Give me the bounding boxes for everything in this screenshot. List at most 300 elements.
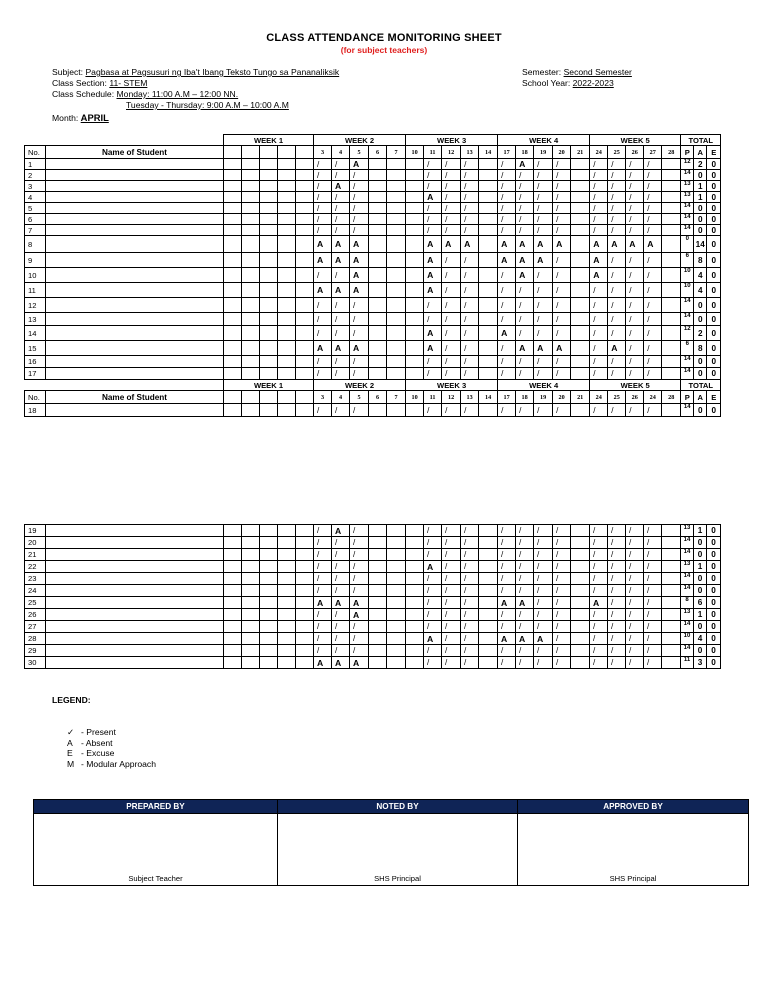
attendance-cell[interactable]	[662, 368, 681, 380]
attendance-cell[interactable]: /	[442, 549, 461, 561]
attendance-cell[interactable]: /	[516, 368, 534, 380]
attendance-cell[interactable]: A	[534, 236, 553, 253]
attendance-cell[interactable]: A	[608, 341, 626, 356]
attendance-cell[interactable]: /	[534, 159, 553, 170]
attendance-cell[interactable]: /	[461, 225, 479, 236]
attendance-cell[interactable]: /	[626, 573, 644, 585]
attendance-cell[interactable]	[260, 368, 278, 380]
attendance-cell[interactable]	[278, 283, 296, 298]
attendance-cell[interactable]	[296, 236, 314, 253]
attendance-cell[interactable]	[224, 236, 242, 253]
attendance-cell[interactable]	[479, 170, 498, 181]
attendance-cell[interactable]	[369, 537, 387, 549]
attendance-cell[interactable]	[479, 368, 498, 380]
attendance-cell[interactable]: /	[534, 525, 553, 537]
attendance-cell[interactable]	[571, 283, 590, 298]
attendance-cell[interactable]: /	[534, 356, 553, 368]
attendance-cell[interactable]	[406, 525, 424, 537]
attendance-cell[interactable]: /	[350, 585, 369, 597]
student-name-cell[interactable]	[46, 356, 224, 368]
attendance-cell[interactable]	[571, 537, 590, 549]
attendance-cell[interactable]	[296, 645, 314, 657]
attendance-cell[interactable]	[278, 313, 296, 326]
attendance-cell[interactable]	[260, 268, 278, 283]
attendance-cell[interactable]	[387, 159, 406, 170]
attendance-cell[interactable]: /	[590, 181, 608, 192]
attendance-cell[interactable]: /	[424, 298, 442, 313]
attendance-cell[interactable]	[369, 170, 387, 181]
attendance-cell[interactable]	[242, 203, 260, 214]
attendance-cell[interactable]: /	[498, 621, 516, 633]
attendance-cell[interactable]: /	[332, 268, 350, 283]
student-name-cell[interactable]	[46, 313, 224, 326]
attendance-cell[interactable]	[571, 326, 590, 341]
attendance-cell[interactable]: /	[332, 621, 350, 633]
attendance-cell[interactable]	[662, 404, 681, 417]
attendance-cell[interactable]	[479, 549, 498, 561]
attendance-cell[interactable]: /	[608, 253, 626, 268]
student-name-cell[interactable]	[46, 181, 224, 192]
attendance-cell[interactable]: /	[608, 597, 626, 609]
attendance-cell[interactable]	[479, 404, 498, 417]
attendance-cell[interactable]	[369, 645, 387, 657]
attendance-cell[interactable]: /	[461, 181, 479, 192]
attendance-cell[interactable]: A	[590, 236, 608, 253]
attendance-cell[interactable]	[296, 313, 314, 326]
attendance-cell[interactable]: /	[498, 283, 516, 298]
attendance-cell[interactable]	[296, 253, 314, 268]
attendance-cell[interactable]	[369, 225, 387, 236]
attendance-cell[interactable]: /	[534, 368, 553, 380]
attendance-cell[interactable]	[662, 645, 681, 657]
attendance-cell[interactable]: A	[498, 326, 516, 341]
attendance-cell[interactable]: /	[516, 573, 534, 585]
attendance-cell[interactable]	[296, 537, 314, 549]
attendance-cell[interactable]	[571, 356, 590, 368]
attendance-cell[interactable]: /	[644, 549, 662, 561]
attendance-cell[interactable]	[260, 298, 278, 313]
attendance-cell[interactable]: A	[350, 283, 369, 298]
attendance-cell[interactable]: /	[442, 181, 461, 192]
attendance-cell[interactable]	[278, 561, 296, 573]
attendance-cell[interactable]: /	[332, 549, 350, 561]
attendance-cell[interactable]	[387, 356, 406, 368]
attendance-cell[interactable]: /	[608, 170, 626, 181]
attendance-cell[interactable]: /	[534, 170, 553, 181]
attendance-cell[interactable]	[406, 404, 424, 417]
attendance-cell[interactable]: /	[644, 253, 662, 268]
attendance-cell[interactable]: /	[461, 298, 479, 313]
attendance-cell[interactable]	[278, 525, 296, 537]
attendance-cell[interactable]	[224, 368, 242, 380]
attendance-cell[interactable]: /	[626, 609, 644, 621]
attendance-cell[interactable]: /	[608, 283, 626, 298]
attendance-cell[interactable]	[571, 368, 590, 380]
attendance-cell[interactable]: /	[350, 225, 369, 236]
attendance-cell[interactable]: /	[626, 298, 644, 313]
attendance-cell[interactable]: /	[424, 597, 442, 609]
attendance-cell[interactable]	[387, 341, 406, 356]
attendance-cell[interactable]	[242, 404, 260, 417]
attendance-cell[interactable]: /	[626, 561, 644, 573]
attendance-cell[interactable]: /	[350, 573, 369, 585]
attendance-cell[interactable]	[224, 404, 242, 417]
attendance-cell[interactable]: /	[590, 203, 608, 214]
attendance-cell[interactable]: /	[461, 253, 479, 268]
attendance-cell[interactable]: /	[498, 585, 516, 597]
attendance-cell[interactable]: /	[498, 268, 516, 283]
attendance-cell[interactable]: /	[498, 225, 516, 236]
attendance-cell[interactable]	[278, 341, 296, 356]
attendance-cell[interactable]: /	[608, 368, 626, 380]
attendance-cell[interactable]	[662, 525, 681, 537]
attendance-cell[interactable]	[662, 537, 681, 549]
attendance-cell[interactable]: A	[424, 561, 442, 573]
attendance-cell[interactable]: /	[534, 645, 553, 657]
attendance-cell[interactable]: /	[516, 561, 534, 573]
attendance-cell[interactable]: A	[314, 283, 332, 298]
noted-by-signature-box[interactable]	[278, 814, 518, 886]
attendance-cell[interactable]: A	[314, 597, 332, 609]
attendance-cell[interactable]	[296, 609, 314, 621]
attendance-cell[interactable]: A	[424, 633, 442, 645]
attendance-cell[interactable]: /	[534, 268, 553, 283]
attendance-cell[interactable]: /	[608, 203, 626, 214]
attendance-cell[interactable]	[369, 283, 387, 298]
attendance-cell[interactable]	[369, 657, 387, 669]
attendance-cell[interactable]: /	[461, 313, 479, 326]
attendance-cell[interactable]	[278, 657, 296, 669]
attendance-cell[interactable]: /	[534, 181, 553, 192]
attendance-cell[interactable]	[278, 573, 296, 585]
attendance-cell[interactable]: /	[644, 192, 662, 203]
attendance-cell[interactable]	[479, 573, 498, 585]
attendance-cell[interactable]: /	[644, 170, 662, 181]
attendance-cell[interactable]	[224, 341, 242, 356]
attendance-cell[interactable]: /	[553, 326, 571, 341]
attendance-cell[interactable]	[278, 236, 296, 253]
attendance-cell[interactable]: /	[534, 203, 553, 214]
attendance-cell[interactable]: A	[314, 341, 332, 356]
student-name-cell[interactable]	[46, 192, 224, 203]
attendance-cell[interactable]: /	[442, 585, 461, 597]
attendance-cell[interactable]	[242, 537, 260, 549]
student-name-cell[interactable]	[46, 645, 224, 657]
attendance-cell[interactable]: /	[461, 573, 479, 585]
attendance-cell[interactable]	[406, 585, 424, 597]
attendance-cell[interactable]	[406, 561, 424, 573]
student-name-cell[interactable]	[46, 549, 224, 561]
attendance-cell[interactable]: /	[350, 645, 369, 657]
attendance-cell[interactable]	[662, 253, 681, 268]
attendance-cell[interactable]: /	[590, 356, 608, 368]
attendance-cell[interactable]: A	[498, 236, 516, 253]
attendance-cell[interactable]: /	[644, 645, 662, 657]
attendance-cell[interactable]	[242, 549, 260, 561]
attendance-cell[interactable]: A	[534, 633, 553, 645]
attendance-cell[interactable]	[387, 192, 406, 203]
attendance-cell[interactable]: /	[332, 645, 350, 657]
attendance-cell[interactable]	[479, 326, 498, 341]
attendance-cell[interactable]: A	[516, 341, 534, 356]
attendance-cell[interactable]: /	[516, 356, 534, 368]
attendance-cell[interactable]: /	[644, 609, 662, 621]
attendance-cell[interactable]: A	[516, 597, 534, 609]
attendance-cell[interactable]	[406, 633, 424, 645]
attendance-cell[interactable]	[242, 253, 260, 268]
attendance-cell[interactable]	[278, 326, 296, 341]
attendance-cell[interactable]: /	[350, 170, 369, 181]
attendance-cell[interactable]	[662, 159, 681, 170]
attendance-cell[interactable]: /	[350, 214, 369, 225]
attendance-cell[interactable]	[406, 326, 424, 341]
attendance-cell[interactable]: /	[332, 404, 350, 417]
attendance-cell[interactable]	[224, 573, 242, 585]
attendance-cell[interactable]	[406, 609, 424, 621]
attendance-cell[interactable]: A	[498, 597, 516, 609]
attendance-cell[interactable]	[571, 585, 590, 597]
attendance-cell[interactable]	[242, 181, 260, 192]
attendance-cell[interactable]: /	[590, 657, 608, 669]
attendance-cell[interactable]: /	[498, 298, 516, 313]
student-name-cell[interactable]	[46, 525, 224, 537]
attendance-cell[interactable]	[406, 341, 424, 356]
attendance-cell[interactable]	[387, 283, 406, 298]
attendance-cell[interactable]: /	[442, 633, 461, 645]
attendance-cell[interactable]: A	[498, 253, 516, 268]
attendance-cell[interactable]	[479, 609, 498, 621]
attendance-cell[interactable]: A	[424, 341, 442, 356]
attendance-cell[interactable]: /	[461, 645, 479, 657]
attendance-cell[interactable]	[369, 621, 387, 633]
attendance-cell[interactable]	[260, 525, 278, 537]
attendance-cell[interactable]: /	[590, 214, 608, 225]
attendance-cell[interactable]: /	[590, 609, 608, 621]
attendance-cell[interactable]	[242, 621, 260, 633]
attendance-cell[interactable]: /	[644, 657, 662, 669]
attendance-cell[interactable]	[296, 326, 314, 341]
attendance-cell[interactable]: A	[424, 268, 442, 283]
attendance-cell[interactable]	[296, 561, 314, 573]
attendance-cell[interactable]	[260, 645, 278, 657]
attendance-cell[interactable]: /	[498, 657, 516, 669]
attendance-cell[interactable]: /	[332, 298, 350, 313]
attendance-cell[interactable]	[387, 585, 406, 597]
attendance-cell[interactable]: /	[590, 225, 608, 236]
attendance-cell[interactable]: /	[461, 326, 479, 341]
attendance-cell[interactable]: /	[442, 597, 461, 609]
attendance-cell[interactable]: /	[498, 609, 516, 621]
attendance-cell[interactable]: /	[553, 203, 571, 214]
attendance-cell[interactable]	[224, 585, 242, 597]
attendance-cell[interactable]: A	[516, 633, 534, 645]
attendance-cell[interactable]: A	[424, 253, 442, 268]
attendance-cell[interactable]: /	[332, 214, 350, 225]
approved-by-signature-box[interactable]	[518, 814, 749, 886]
attendance-cell[interactable]	[224, 268, 242, 283]
attendance-cell[interactable]	[387, 573, 406, 585]
attendance-cell[interactable]: /	[608, 621, 626, 633]
attendance-cell[interactable]	[571, 609, 590, 621]
attendance-cell[interactable]: /	[608, 214, 626, 225]
attendance-cell[interactable]	[224, 214, 242, 225]
attendance-cell[interactable]	[662, 214, 681, 225]
attendance-cell[interactable]: /	[332, 368, 350, 380]
attendance-cell[interactable]	[242, 561, 260, 573]
attendance-cell[interactable]	[224, 298, 242, 313]
attendance-cell[interactable]	[224, 633, 242, 645]
attendance-cell[interactable]	[260, 159, 278, 170]
attendance-cell[interactable]: /	[424, 621, 442, 633]
attendance-cell[interactable]: /	[626, 645, 644, 657]
attendance-cell[interactable]	[260, 585, 278, 597]
attendance-cell[interactable]: /	[590, 573, 608, 585]
attendance-cell[interactable]	[406, 253, 424, 268]
student-name-cell[interactable]	[46, 573, 224, 585]
attendance-cell[interactable]	[224, 159, 242, 170]
student-name-cell[interactable]	[46, 236, 224, 253]
attendance-cell[interactable]	[571, 549, 590, 561]
attendance-cell[interactable]: /	[553, 253, 571, 268]
attendance-cell[interactable]	[479, 181, 498, 192]
attendance-cell[interactable]	[387, 236, 406, 253]
attendance-cell[interactable]	[242, 525, 260, 537]
attendance-cell[interactable]	[387, 561, 406, 573]
attendance-cell[interactable]	[406, 573, 424, 585]
student-name-cell[interactable]	[46, 657, 224, 669]
attendance-cell[interactable]	[278, 356, 296, 368]
attendance-cell[interactable]: /	[553, 585, 571, 597]
attendance-cell[interactable]	[242, 585, 260, 597]
attendance-cell[interactable]	[406, 356, 424, 368]
attendance-cell[interactable]: /	[608, 525, 626, 537]
attendance-cell[interactable]	[387, 214, 406, 225]
attendance-cell[interactable]: /	[534, 549, 553, 561]
attendance-cell[interactable]	[571, 298, 590, 313]
attendance-cell[interactable]: /	[442, 525, 461, 537]
attendance-cell[interactable]	[224, 597, 242, 609]
attendance-cell[interactable]: /	[626, 633, 644, 645]
attendance-cell[interactable]	[479, 283, 498, 298]
attendance-cell[interactable]: /	[626, 404, 644, 417]
attendance-cell[interactable]: /	[332, 537, 350, 549]
attendance-cell[interactable]: /	[553, 404, 571, 417]
attendance-cell[interactable]: /	[626, 214, 644, 225]
attendance-cell[interactable]: /	[553, 597, 571, 609]
attendance-cell[interactable]: /	[424, 356, 442, 368]
attendance-cell[interactable]: /	[553, 609, 571, 621]
attendance-cell[interactable]: /	[424, 573, 442, 585]
attendance-cell[interactable]	[479, 537, 498, 549]
attendance-cell[interactable]	[242, 341, 260, 356]
attendance-cell[interactable]	[406, 268, 424, 283]
attendance-cell[interactable]: /	[590, 192, 608, 203]
attendance-cell[interactable]	[479, 236, 498, 253]
attendance-cell[interactable]: /	[314, 356, 332, 368]
attendance-cell[interactable]: /	[461, 283, 479, 298]
attendance-cell[interactable]	[369, 561, 387, 573]
attendance-cell[interactable]: /	[644, 633, 662, 645]
attendance-cell[interactable]: /	[590, 170, 608, 181]
attendance-cell[interactable]	[242, 236, 260, 253]
attendance-cell[interactable]: /	[442, 170, 461, 181]
attendance-cell[interactable]: /	[534, 192, 553, 203]
attendance-cell[interactable]: /	[424, 585, 442, 597]
attendance-cell[interactable]: /	[516, 621, 534, 633]
attendance-cell[interactable]	[479, 645, 498, 657]
attendance-cell[interactable]: /	[516, 537, 534, 549]
attendance-cell[interactable]	[260, 609, 278, 621]
attendance-cell[interactable]	[296, 573, 314, 585]
attendance-cell[interactable]	[369, 214, 387, 225]
attendance-cell[interactable]: A	[516, 236, 534, 253]
attendance-cell[interactable]: /	[461, 214, 479, 225]
attendance-cell[interactable]	[479, 298, 498, 313]
attendance-cell[interactable]	[571, 633, 590, 645]
attendance-cell[interactable]: /	[314, 192, 332, 203]
attendance-cell[interactable]: /	[626, 368, 644, 380]
attendance-cell[interactable]	[406, 313, 424, 326]
attendance-cell[interactable]: /	[626, 341, 644, 356]
attendance-cell[interactable]	[571, 170, 590, 181]
attendance-cell[interactable]	[571, 621, 590, 633]
attendance-cell[interactable]	[571, 657, 590, 669]
attendance-cell[interactable]	[278, 621, 296, 633]
attendance-cell[interactable]	[260, 633, 278, 645]
attendance-cell[interactable]	[369, 597, 387, 609]
attendance-cell[interactable]	[242, 633, 260, 645]
attendance-cell[interactable]: /	[553, 268, 571, 283]
attendance-cell[interactable]: A	[332, 283, 350, 298]
attendance-cell[interactable]: /	[314, 609, 332, 621]
attendance-cell[interactable]	[296, 356, 314, 368]
attendance-cell[interactable]: /	[314, 159, 332, 170]
attendance-cell[interactable]: /	[626, 181, 644, 192]
attendance-cell[interactable]	[369, 404, 387, 417]
attendance-cell[interactable]: /	[516, 404, 534, 417]
attendance-cell[interactable]	[224, 283, 242, 298]
attendance-cell[interactable]: /	[553, 645, 571, 657]
student-name-cell[interactable]	[46, 214, 224, 225]
attendance-cell[interactable]: A	[332, 236, 350, 253]
attendance-cell[interactable]: /	[350, 203, 369, 214]
attendance-cell[interactable]	[260, 404, 278, 417]
attendance-cell[interactable]: /	[461, 609, 479, 621]
attendance-cell[interactable]: A	[332, 253, 350, 268]
attendance-cell[interactable]: /	[534, 597, 553, 609]
attendance-cell[interactable]: /	[424, 368, 442, 380]
attendance-cell[interactable]	[278, 609, 296, 621]
attendance-cell[interactable]	[369, 203, 387, 214]
attendance-cell[interactable]	[406, 549, 424, 561]
attendance-cell[interactable]	[369, 525, 387, 537]
attendance-cell[interactable]: /	[461, 341, 479, 356]
attendance-cell[interactable]: /	[608, 645, 626, 657]
attendance-cell[interactable]: A	[626, 236, 644, 253]
attendance-cell[interactable]	[406, 283, 424, 298]
attendance-cell[interactable]: /	[350, 326, 369, 341]
attendance-cell[interactable]	[479, 633, 498, 645]
attendance-cell[interactable]: /	[498, 525, 516, 537]
attendance-cell[interactable]	[260, 597, 278, 609]
attendance-cell[interactable]	[662, 225, 681, 236]
attendance-cell[interactable]: /	[644, 298, 662, 313]
attendance-cell[interactable]: /	[461, 657, 479, 669]
student-name-cell[interactable]	[46, 368, 224, 380]
student-name-cell[interactable]	[46, 225, 224, 236]
attendance-cell[interactable]: /	[644, 181, 662, 192]
attendance-cell[interactable]	[662, 609, 681, 621]
